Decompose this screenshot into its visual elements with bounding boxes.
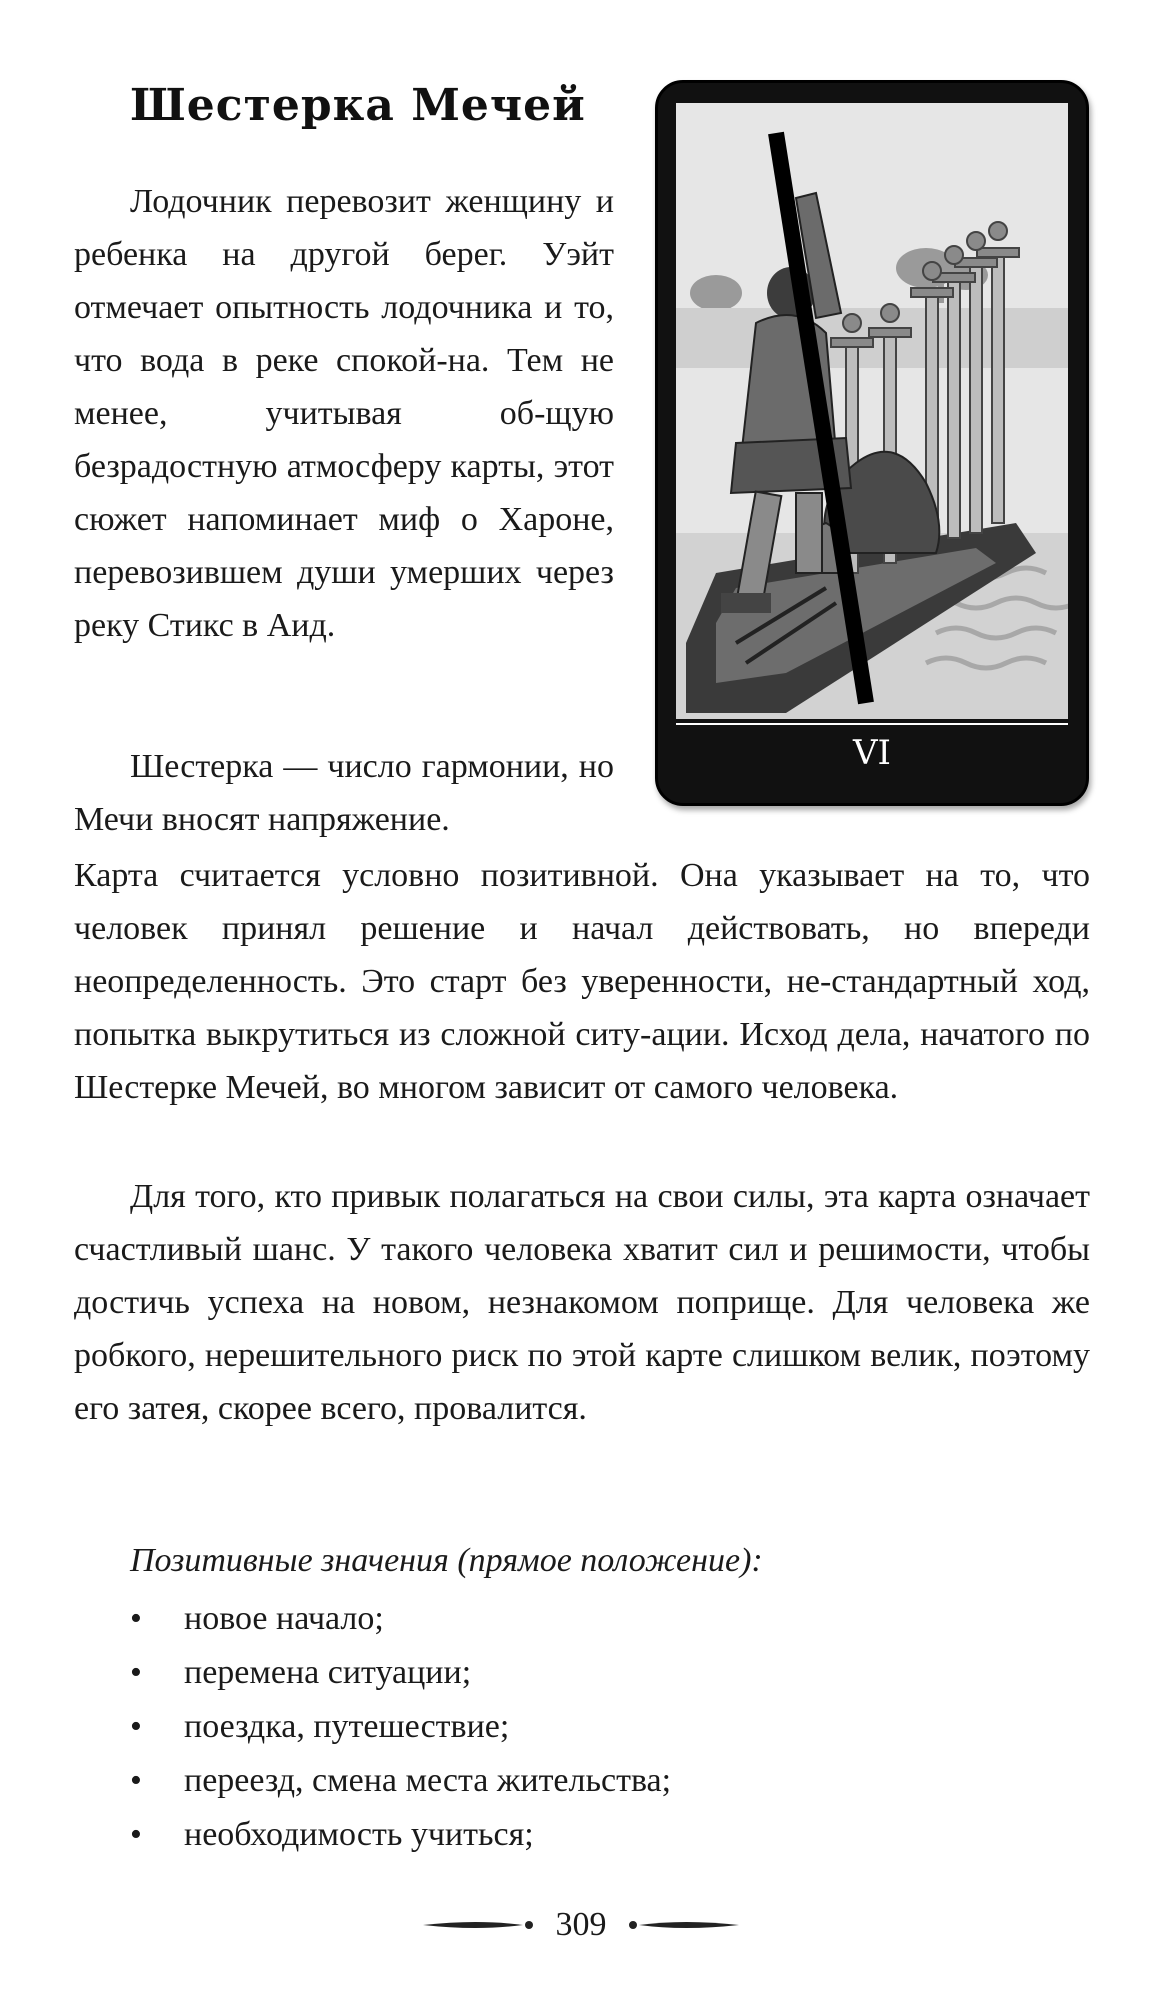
paragraph-2: [74, 740, 614, 846]
paragraph-3-text: Карта считается условно позитивной. Она указывает на то, что человек принял решение и начал действовать, но впереди неопределенность. Это старт без уверенности, не-стандартный ход, попытка выкрутиться из сложной ситу-ации. Исход дела, начатого по Шестерке Мечей, во многом зависит от самого человека.: [74, 857, 1090, 1106]
list-item-text: новое начало;: [184, 1600, 384, 1637]
paragraph-2-text: Шестерка — число гармонии, но Мечи вносят напряжение.: [74, 748, 614, 838]
tarot-card: [655, 80, 1089, 806]
bullet-icon: •: [130, 1600, 142, 1637]
list-item: [130, 1646, 671, 1700]
paragraph-3: [74, 849, 1090, 1114]
bullet-icon: •: [130, 1762, 142, 1799]
page-title: Шестерка Мечей: [130, 80, 586, 131]
list-item: [130, 1754, 671, 1808]
paragraph-4: [74, 1170, 1090, 1435]
list-item-text: переезд, смена места жительства;: [184, 1762, 672, 1799]
paragraph-4-text: Для того, кто привык полагаться на свои силы, эта карта означает счастливый шанс. У такого человека хватит сил и решимости, чтобы достичь успеха на новом, незнакомом поприще. Для человека же робкого, нерешительного риск по этой карте слишком велик, поэтому его затея, скорее всего, провалится.: [74, 1178, 1090, 1427]
list-item-text: перемена ситуации;: [184, 1654, 472, 1691]
card-numeral: VI: [676, 723, 1068, 781]
paragraph-1-text: Лодочник перевозит женщину и ребенка на другой берег. Уэйт отмечает опытность лодочника и то, что вода в реке спокой-на. Тем не менее, учитывая об-щую безрадостную атмосферу карты, этот сюжет напоминает миф о Хароне, перевозившем души умерших через реку Стикс в Аид.: [74, 183, 614, 644]
list-item-text: необходимость учиться;: [184, 1816, 534, 1853]
ornament-left-icon: [423, 1915, 533, 1935]
page-footer: [0, 1904, 1162, 1954]
list-item: [130, 1808, 671, 1862]
positive-meanings-heading: Позитивные значения (прямое положение):: [130, 1542, 763, 1579]
page-number: 309: [555, 1906, 607, 1944]
bullet-icon: •: [130, 1708, 142, 1745]
list-item: [130, 1592, 671, 1646]
ornament-right-icon: [629, 1915, 739, 1935]
bullet-icon: •: [130, 1654, 142, 1691]
positive-meanings-list: [130, 1592, 671, 1862]
list-item-text: поездка, путешествие;: [184, 1708, 510, 1745]
list-item: [130, 1700, 671, 1754]
tarot-card-illustration: [676, 103, 1068, 719]
paragraph-1: [74, 175, 614, 652]
bullet-icon: •: [130, 1816, 142, 1853]
